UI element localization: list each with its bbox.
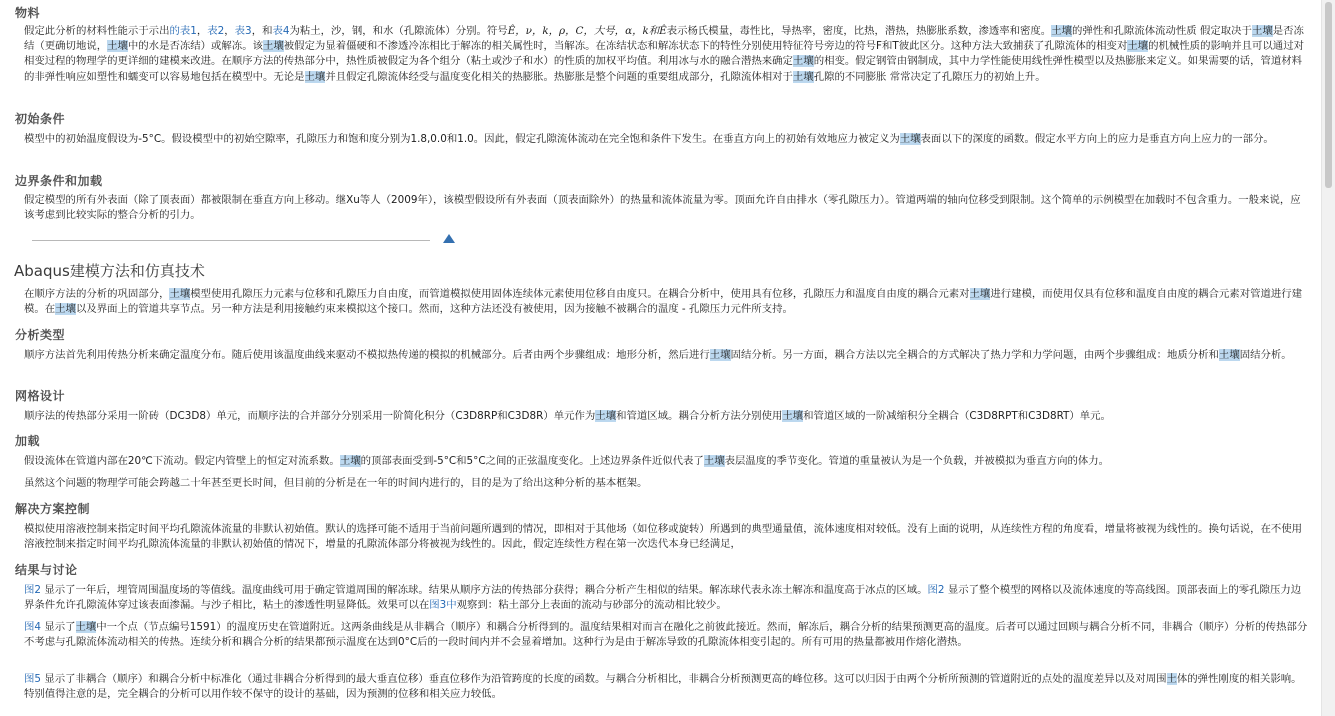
highlight-term: 土壤 <box>792 70 814 83</box>
heading-abaqus-methods: Abaqus建模方法和仿真技术 <box>14 262 205 280</box>
scrollbar-thumb[interactable] <box>1325 2 1332 188</box>
paragraph-initial-conditions: 模型中的初始温度假设为-5°C。假设模型中的初始空隙率，孔隙压力和饱和度分别为1.8,0.0和1.0。因此，假定孔隙流体流动在完全饱和条件下发生。在垂直方向上的初始有效地应力被定义为土壤表面以下的深度的函数。假定水平方向上的应力是垂直方向上应力的一部分。 <box>24 133 1274 145</box>
paragraph-analysis-type: 顺序方法首先利用传热分析来确定温度分布。随后使用该温度曲线来驱动不模拟热传递的模拟的机械部分。后者由两个步骤组成：地形分析，然后进行土壤固结分析。另一方面，耦合方法以完全耦合的方式解决了热力学和力学问题，由两个步骤组成：地质分析和土壤固结分析。 <box>24 349 1292 361</box>
heading-analysis-type: 分析类型 <box>15 328 66 342</box>
highlight-term: 土壤 <box>1218 349 1240 361</box>
heading-solution-control: 解决方案控制 <box>15 502 91 516</box>
figure-4-link[interactable]: 图4 <box>24 621 42 633</box>
paragraph-materials: 假定此分析的材料性能示于示出的表1，表2，表3，和表4为粘土，沙，钢，和水（孔隙流体）分别。符号Ê，ν，k，ρ，C，大号，α，k和Ê表示杨氏模量，毒性比，导热率，密度，比热，潜热，热膨胀系数，渗透率和密度。土壤的弹性和孔隙流体流动性质 假定取决于土壤是否冻结（更确切地说，土壤中的水是否冻结）或解冻。该土壤被假定为显着僵硬和不渗透冷冻相比于解冻的相关属性时，当解冻。在冻结状态和解冻状态下的特性分别使用特征符号旁边的符号F和T彼此区分。这种方法大致捕获了孔隙流体的相变对土壤的机械性质的影响并且可以通过对相变过程的物理学的更详细的建模来改进。在顺序方法的传热部分中，热性质被假定为各个组分（粘土或沙子和水）的性质的加权平均值。利用冰与水的融合潜热来确定土壤的相变。假定钢管由钢制成，其中力学性能使用线性弹性模型以及热膨胀来定义。如果需要的话，管道材料的非弹性响应如塑性和蠕变可以容易地包括在模型中。无论是土壤并且假定孔隙流体经受与温度变化相关的热膨胀。热膨胀是整个问题的重要组成部分，孔隙流体相对于土壤孔隙的不同膨胀 常常决定了孔隙压力的初始上升。 <box>24 25 1304 83</box>
highlight-term: 土壤 <box>75 621 97 633</box>
highlight-term: 土壤 <box>1051 25 1072 37</box>
vertical-scrollbar[interactable] <box>1321 0 1335 716</box>
highlight-term: 土壤 <box>792 55 814 68</box>
heading-mesh-design: 网格设计 <box>15 389 66 403</box>
up-triangle-icon[interactable] <box>443 234 455 243</box>
highlight-term: 土 <box>1166 673 1177 685</box>
paragraph-results-3: 图5 显示了非耦合（顺序）和耦合分析中标准化（通过非耦合分析得到的最大垂直位移）垂直位移作为沿管跨度的长度的函数。与耦合分析相比，非耦合分析预测更高的峰位移。这可以归因于由两个分析所预测的管道附近的点处的温度差异以及对周围土体的弹性刚度的相关影响。特别值得注意的是，完全耦合的分析可以用作较不保守的设计的基础，因为预测的位移和相关应力较低。 <box>24 673 1302 701</box>
heading-loading: 加载 <box>15 434 41 448</box>
heading-initial-conditions: 初始条件 <box>15 112 66 126</box>
paragraph-results-1: 图2 显示了一年后，埋管周围温度场的等值线。温度曲线可用于确定管道周围的解冻球。结果从顺序方法的传热部分获得；耦合分析产生相似的结果。解冻球代表永冻土解冻和温度高于冰点的区域。图2 显示了整个模型的网格以及流体速度的等高线图。顶部表面上的零孔隙压力边界条件允许孔隙流体穿过该表面渗漏。与沙子相比，粘土的渗透性明显降低。效果可以在图3中观察到：粘土部分上表面的流动与砂部分的流动相比较少。 <box>24 584 1302 612</box>
highlight-term: 土壤 <box>169 288 191 300</box>
paragraph-abaqus-methods: 在顺序方法的分析的巩固部分，土壤模型使用孔隙压力元素与位移和孔隙压力自由度，而管道模拟使用固体连续体元素使用位移自由度只。在耦合分析中，使用具有位移，孔隙压力和温度自由度的耦合元素对土壤进行建模，而使用仅具有位移和温度自由度的耦合元素对管道进行建模。在土壤以及界面上的管道共享节点。另一种方法是利用接触约束来模拟这个接口。然而，这种方法还没有被使用，因为接触不被耦合的温度 - 孔隙压力元件所支持。 <box>24 288 1303 316</box>
highlight-term: 土壤 <box>262 40 284 53</box>
figure-2-link[interactable]: 图2 <box>24 584 42 596</box>
highlight-term: 土壤 <box>899 133 921 145</box>
highlight-term: 土壤 <box>1127 40 1149 53</box>
table-2-link[interactable]: 表2 <box>207 25 225 37</box>
highlight-term: 土壤 <box>55 303 76 316</box>
highlight-term: 土壤 <box>703 455 725 467</box>
paragraph-boundary-conditions: 假定模型的所有外表面（除了顶表面）都被限制在垂直方向上移动。继Xu等人（2009年），该模型假设所有外表面（顶表面除外）的热量和流体流量为零。顶面允许自由排水（零孔隙压力）。管道两端的轴向位移受到限制。这个简单的示例模型在加载时不包含重力。一般来说，应该考虑到比较实际的整合分析的引力。 <box>24 194 1301 222</box>
table-1-link[interactable]: 的表1 <box>169 25 197 37</box>
figure-3-link[interactable]: 图3中 <box>429 599 457 612</box>
highlight-term: 土壤 <box>304 70 326 83</box>
paragraph-loading-2: 虽然这个问题的物理学可能会跨越二十年甚至更长时间，但目前的分析是在一年的时间内进行的，目的是为了给出这种分析的基本框架。 <box>24 477 648 489</box>
figure-2-link[interactable]: 图2 <box>927 584 945 596</box>
table-4-link[interactable]: 表4 <box>272 25 290 37</box>
figure-5-link[interactable]: 图5 <box>24 673 42 685</box>
section-divider <box>32 240 430 241</box>
paragraph-solution-control: 模拟使用溶液控制来指定时间平均孔隙流体流量的非默认初始值。默认的选择可能不适用于当前问题所遇到的情况，即相对于其他场（如位移或旋转）所遇到的典型通量值，流体速度相对较低。没有上面的说明，从连续性方程的角度看，增量将被视为线性的。换句话说，在不使用溶液控制来指定时间平均孔隙流体流量的非默认初始值的情况下，增量的孔隙流体部分将被视为线性的。因此，假定连续性方程在第一次迭代本身已经满足， <box>24 523 1303 551</box>
heading-materials: 物料 <box>15 6 41 20</box>
paragraph-loading-1: 假设流体在管道内部在20℃下流动。假定内管壁上的恒定对流系数。土壤的顶部表面受到-5°C和5°C之间的正弦温度变化。上述边界条件近似代表了土壤表层温度的季节变化。管道的重量被认为是一个负载，并被模拟为垂直方向的体力。 <box>24 455 1110 467</box>
highlight-term: 土壤 <box>595 410 617 422</box>
heading-results: 结果与讨论 <box>15 563 78 577</box>
heading-boundary-conditions: 边界条件和加载 <box>15 174 103 188</box>
highlight-term: 土壤 <box>1251 25 1273 37</box>
highlight-term: 土壤 <box>107 40 128 53</box>
highlight-term: 土壤 <box>709 349 731 361</box>
highlight-term: 土壤 <box>339 455 361 467</box>
paragraph-results-2: 图4 显示了土壤中一个点（节点编号1591）的温度历史在管道附近。这两条曲线是从非耦合（顺序）和耦合分析得到的。温度结果相对而言在融化之前彼此接近。然而，解冻后，耦合分析的结果预测更高的温度。后者可以通过回顾与耦合分析不同，非耦合（顺序）分析的传热部分不考虑与孔隙流体流动相关的传热。连续分析和耦合分析的结果都预示温度在达到0°C后的一段时间内并不会显着增加。这种行为是由于解冻导致的孔隙流体相变引起的。所有可用的热量都被用作熔化潜热。 <box>24 621 1308 649</box>
highlight-term: 土壤 <box>782 410 804 422</box>
paragraph-mesh-design: 顺序法的传热部分采用一阶砖（DC3D8）单元，而顺序法的合并部分分别采用一阶简化积分（C3D8RP和C3D8R）单元作为土壤和管道区域。耦合分析方法分别使用土壤和管道区域的一阶减缩积分全耦合（C3D8RPT和C3D8RT）单元。 <box>24 410 1111 422</box>
material-symbols: Ê，ν，k，ρ，C，大号，α，k和Ê <box>507 25 667 37</box>
highlight-term: 土壤 <box>969 288 991 300</box>
table-3-link[interactable]: 表3 <box>234 25 252 37</box>
